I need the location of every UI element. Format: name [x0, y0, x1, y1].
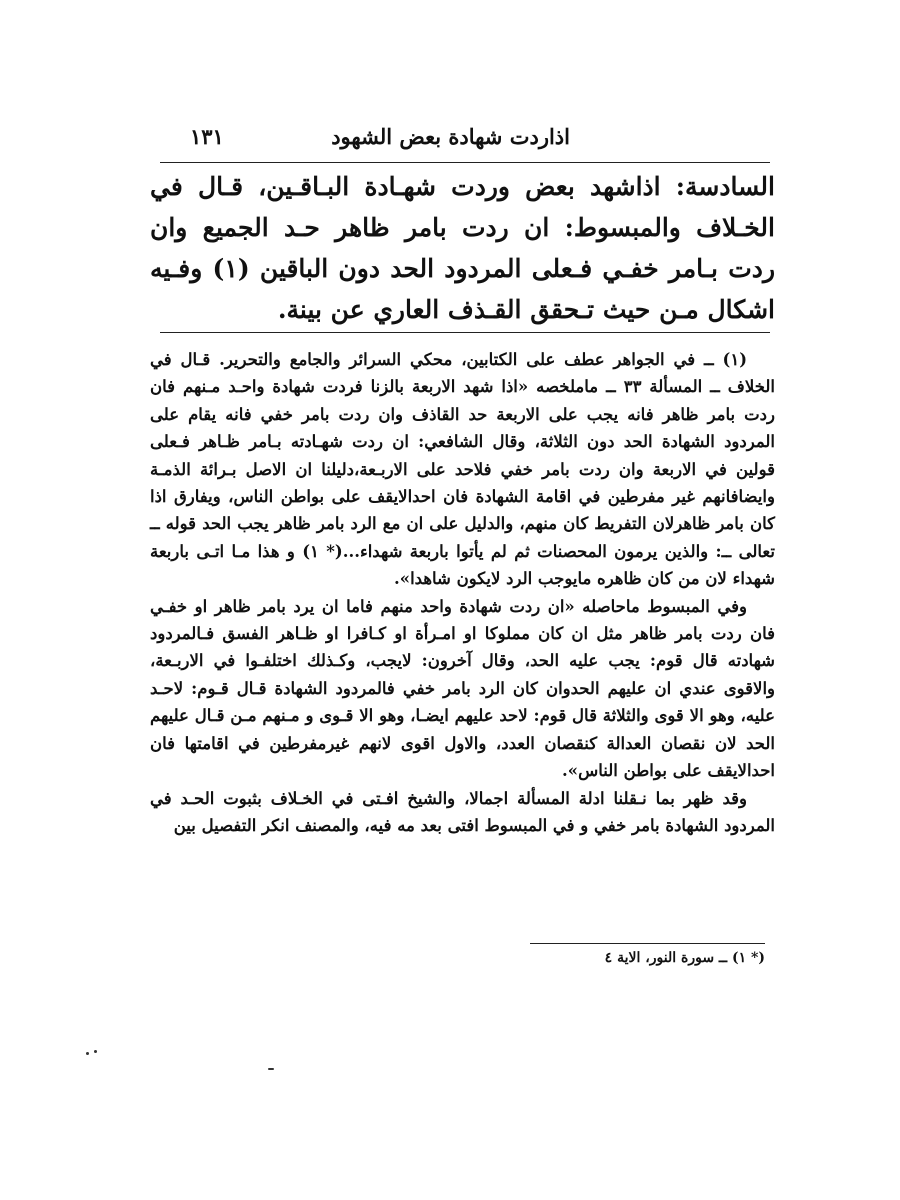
page-number: ١٣١ [190, 124, 224, 149]
footnote-paragraph: وقد ظهر بما نـقلنا ادلة المسألة اجمالا، والشيخ افـتى في الخـلاف بثبوت الحـد في المردود الشهادة بامر خفي و في المبسوط افتى بعد مه فيه، والمصنف انكر التفصيل بين [150, 788, 775, 835]
running-title: اذاردت شهادة بعض الشهود [331, 124, 570, 149]
scan-speck [86, 1052, 89, 1055]
scan-speck [94, 1050, 97, 1053]
page-header [150, 120, 770, 156]
header-divider [160, 162, 770, 163]
scan-speck [268, 1068, 274, 1070]
footnote-paragraph: (١) ــ في الجواهر عطف على الكتابين، محكي السرائر والجامع والتحرير. قـال في الخلاف ــ المسألة ٣٣ ــ ماملخصه «اذا شهد الاربعة بالزنا فردت شهادة واحـد مـنهم فان ردت بامر ظاهر فانه يجب على الاربعة حد القاذف وان ردت بامر خفي فانه يقام على المردود الشهادة الحد دون الثلاثة، وقال الشافعي: ان ردت شهـادته بـامر ظـاهر فـعلى قولين في الاربعة وان ردت بامر خفي فلاحد على الاربـعة،دليلنا ان الاصل بـرائة الذمـة وايضافانهم غير مفرطين في اقامة الشهادة فان احدالايقف على بواطن الناس، ويفارق اذا كان بامر ظاهرلان التفريط كان منهم، والدليل على ان مع الرد بامر ظاهر يجب الحد قوله ــ تعالى ــ: والذين يرمون المحصنات ثم لم يأتوا باربعة شهداء...(* ١) و هذا مـا اتـى باربعة شهداء لان من كان ظاهره مايوجب الرد لايكون شاهدا». [150, 350, 775, 589]
quran-reference-footnote: (* ١) ــ سورة النور، الاية ٤ [604, 950, 765, 966]
footnote-divider [160, 332, 770, 333]
sub-footnote-divider [530, 943, 765, 944]
footnote-paragraph: وفي المبسوط ماحاصله «ان ردت شهادة واحد منهم فاما ان يرد بامر ظاهر او خفـي فان ردت بامر ظاهر مثل ان كان مملوكا او امـرأة او كـافرا او ظـاهر الفسق فـالمردود شهادته قال قوم: يجب عليه الحد، وقال آخرون: لايجب، وكـذلك اختلفـوا في الاربـعة، والاقوى عندي ان عليهم الحدوان كان الرد بامر خفي فالمردود الشهادة قـال قـوم: لاحـد عليه، وهو الا قوى والثلاثة قال قوم: لاحد عليهم ايضـا، وهو الا قـوى و مـنهم مـن قـال عليهم الحد لان نقصان العدالة كنقصان العدد، والاول اقوى لانهم غيرمفرطين في اقامتها فان احدالايقف على بواطن الناس». [150, 596, 775, 781]
main-text: السادسة: اذاشهد بعض وردت شهـادة البـاقـين، قـال في الخـلاف والمبسوط: ان ردت بامر ظاهر حـد الجميع وان ردت بـامر خفـي فـعلى المردود الحد دون الباقين (١) وفـيه اشكال مـن حيث تـحقق القـذف العاري عن بينة. [150, 172, 776, 324]
footnotes [150, 346, 775, 839]
